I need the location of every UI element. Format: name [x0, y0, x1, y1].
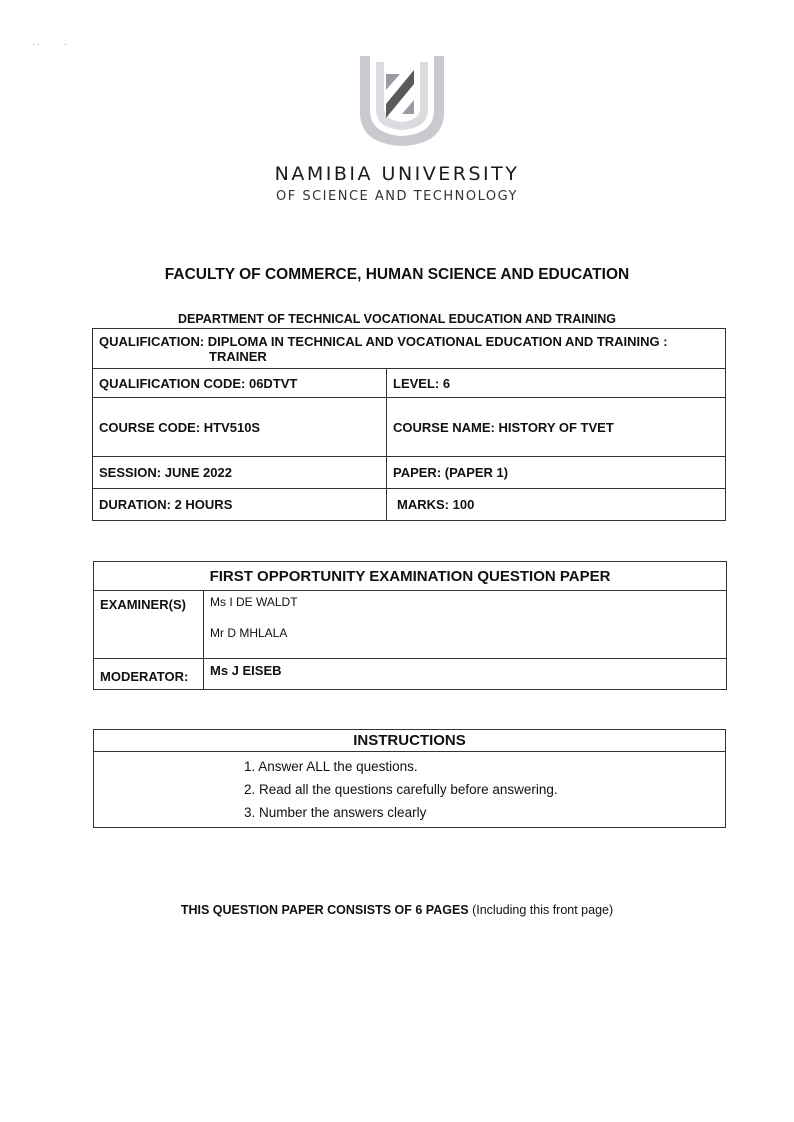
examiners-cell: [204, 591, 727, 659]
instruction-item: 1. Answer ALL the questions.: [244, 759, 418, 774]
paper-cell: PAPER: (PAPER 1): [387, 457, 726, 489]
page-count-note: [0, 903, 794, 917]
examination-table: [93, 561, 727, 690]
examiner-1: Ms I DE WALDT: [210, 595, 298, 609]
department-title: DEPARTMENT OF TECHNICAL VOCATIONAL EDUCATION AND TRAINING: [178, 312, 616, 326]
course-details-table: [92, 328, 726, 521]
level-cell: LEVEL: 6: [387, 369, 726, 398]
page-count-normal: (Including this front page): [468, 903, 614, 917]
course-code-cell: COURSE CODE: HTV510S: [93, 398, 387, 457]
qualification-line-2: TRAINER: [209, 348, 267, 364]
marks-cell: MARKS: 100: [387, 489, 726, 521]
instructions-heading: INSTRUCTIONS: [94, 730, 726, 752]
faculty-title: FACULTY OF COMMERCE, HUMAN SCIENCE AND EDUCATION: [164, 266, 630, 283]
university-name: NAMIBIA UNIVERSITY: [274, 163, 520, 185]
page-count-bold: THIS QUESTION PAPER CONSISTS OF 6 PAGES: [180, 903, 469, 917]
instruction-item: 2. Read all the questions carefully before answering.: [244, 782, 558, 797]
examiners-label: EXAMINER(S): [94, 591, 204, 659]
duration-cell: DURATION: 2 HOURS: [93, 489, 387, 521]
university-subtitle: OF SCIENCE AND TECHNOLOGY: [276, 189, 518, 204]
qualification-code-cell: QUALIFICATION CODE: 06DTVT: [93, 369, 387, 398]
course-name-cell: COURSE NAME: HISTORY OF TVET: [387, 398, 726, 457]
scan-specks: · · ·: [32, 40, 67, 49]
qualification-cell: [93, 329, 726, 369]
moderator-name: Ms J EISEB: [204, 659, 727, 690]
instructions-list: [94, 752, 725, 827]
university-logo: [356, 52, 448, 148]
instruction-item: 3. Number the answers clearly: [244, 805, 427, 820]
examiner-2: Mr D MHLALA: [210, 626, 288, 640]
qualification-line-1: QUALIFICATION: DIPLOMA IN TECHNICAL AND VOCATIONAL EDUCATION AND TRAINING :: [99, 333, 668, 349]
instructions-body: [94, 752, 726, 828]
moderator-label: MODERATOR:: [94, 659, 204, 690]
exam-heading: FIRST OPPORTUNITY EXAMINATION QUESTION PAPER: [94, 562, 727, 591]
instructions-table: [93, 729, 726, 828]
session-cell: SESSION: JUNE 2022: [93, 457, 387, 489]
